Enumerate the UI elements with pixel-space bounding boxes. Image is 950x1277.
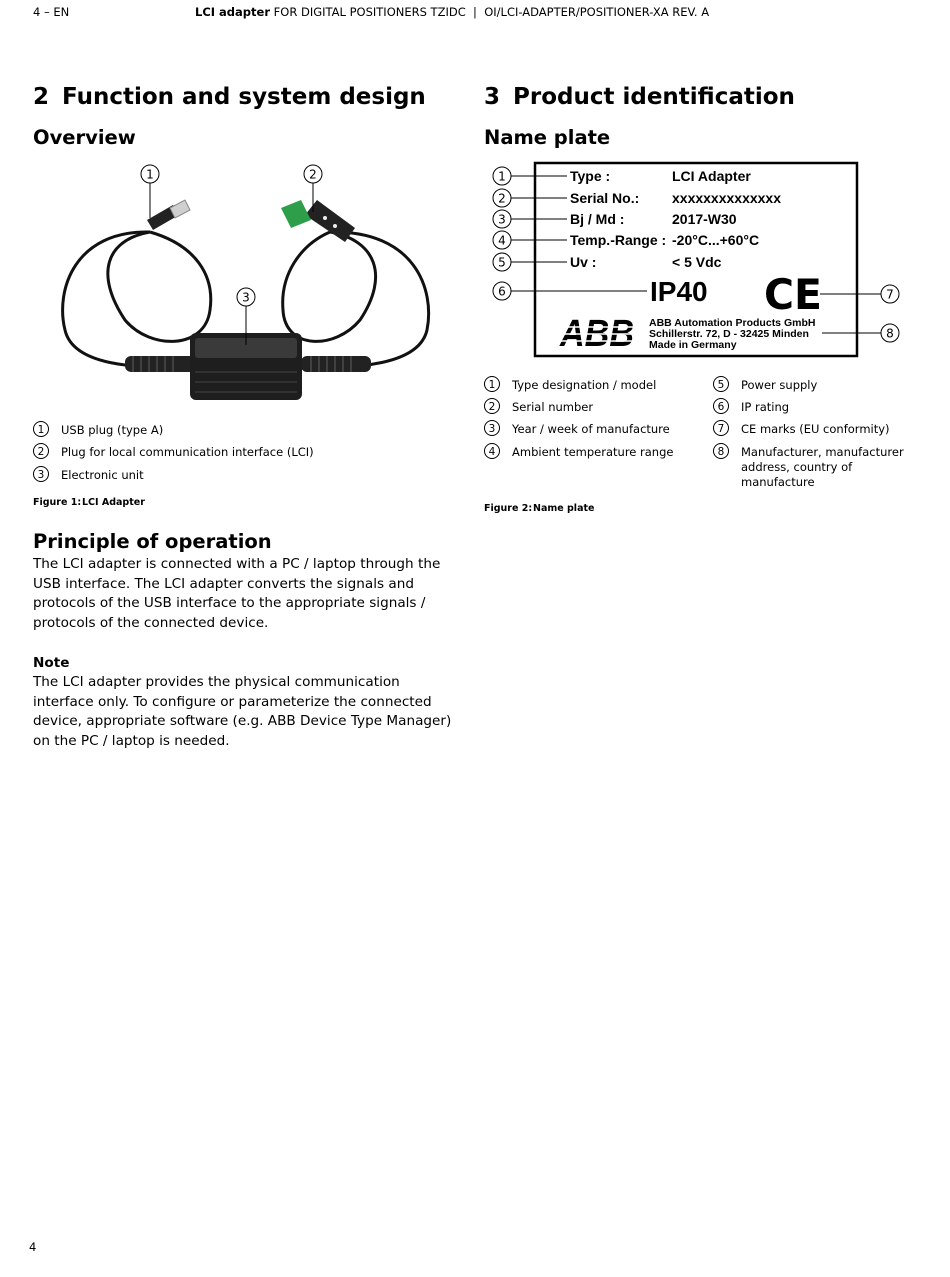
svg-text:2: 2	[498, 191, 506, 206]
svg-text:Temp.-Range :: Temp.-Range :	[570, 232, 667, 248]
legend-text: Manufacturer, manufacturer address, country of manufacture	[741, 445, 904, 489]
principle-heading: Principle of operation	[33, 530, 272, 553]
plate-callout-7	[881, 285, 899, 303]
figure-1-caption	[33, 497, 145, 508]
svg-text:2017-W30: 2017-W30	[672, 211, 737, 227]
section-3-title: Product identification	[513, 84, 795, 110]
callout-badge: 6	[713, 398, 729, 414]
section-2-number: 2	[33, 84, 50, 110]
legend-text: Plug for local communication interface (LCI)	[61, 445, 314, 459]
legend-text: Serial number	[512, 400, 594, 414]
page-label: 4 – EN	[33, 5, 70, 19]
note-paragraph: The LCI adapter provides the physical communication interface only. To configure or parameterize the connected device, appropriate software (e.g. ABB Device Type Manager) on the PC / laptop is needed.	[33, 674, 452, 750]
callout-badge: 2	[33, 443, 49, 459]
section-2-title: Function and system design	[62, 84, 426, 110]
callout-badge: 3	[33, 466, 49, 482]
svg-text:Bj / Md :: Bj / Md :	[570, 211, 625, 227]
svg-text:< 5 Vdc: < 5 Vdc	[672, 254, 722, 270]
plate-row-serial	[570, 190, 781, 206]
callout-badge: 1	[484, 376, 500, 392]
svg-text:ABB: ABB	[559, 313, 634, 355]
legend-text: Type designation / model	[512, 378, 657, 392]
figure-1-callout-1	[141, 165, 159, 183]
legend-text: CE marks (EU conformity)	[741, 422, 890, 436]
legend-text: Year / week of manufacture	[512, 422, 670, 436]
figure-2-caption-label: Figure 2:	[484, 503, 533, 514]
svg-text:LCI Adapter: LCI Adapter	[672, 168, 751, 184]
svg-text:xxxxxxxxxxxxxx: xxxxxxxxxxxxxx	[672, 190, 782, 206]
plate-callout-4	[493, 231, 511, 249]
plate-callout-1	[493, 167, 511, 185]
callout-badge: 8	[713, 443, 729, 459]
plate-callout-2	[493, 189, 511, 207]
running-header	[195, 5, 709, 19]
svg-text:3: 3	[242, 290, 250, 305]
svg-text:1: 1	[146, 167, 154, 182]
svg-text:Type :: Type :	[570, 168, 611, 184]
legend-text: IP rating	[741, 400, 790, 414]
nameplate-figure	[484, 158, 909, 368]
abb-logo	[554, 313, 640, 355]
svg-text:Serial No.:: Serial No.:	[570, 190, 640, 206]
nameplate-heading: Name plate	[484, 126, 611, 149]
ce-mark: CE	[764, 270, 822, 319]
plate-callout-5	[493, 253, 511, 271]
svg-text:1: 1	[498, 169, 506, 184]
callout-badge: 7	[713, 420, 729, 436]
lci-adapter-figure	[55, 160, 445, 410]
mfr-line-3: Made in Germany	[649, 339, 737, 351]
figure-1-callout-3	[237, 288, 255, 306]
callout-badge: 1	[33, 421, 49, 437]
svg-text:2: 2	[309, 167, 317, 182]
svg-text:-20°C...+60°C: -20°C...+60°C	[672, 232, 760, 248]
svg-text:4: 4	[498, 233, 506, 248]
section-2-heading	[33, 84, 426, 110]
page-number: 4	[29, 1240, 37, 1254]
figure-1-caption-label: Figure 1:	[33, 497, 82, 508]
usb-plug	[147, 200, 190, 230]
legend-text: Power supply	[741, 378, 818, 392]
note-heading: Note	[33, 655, 70, 671]
figure-1-caption-text: LCI Adapter	[82, 497, 145, 508]
principle-paragraph: The LCI adapter is connected with a PC / laptop through the USB interface. The LCI adapter converts the signals and protocols of the USB interface to the appropriate signals / protocols of the connected device.	[33, 556, 441, 632]
section-3-heading	[484, 84, 795, 110]
svg-text:3: 3	[498, 212, 506, 227]
svg-text:6: 6	[498, 284, 506, 299]
section-3-number: 3	[484, 84, 501, 110]
lci-plug	[281, 200, 355, 242]
svg-text:8: 8	[886, 326, 894, 341]
plate-row-temp	[570, 232, 759, 248]
callout-badge: 4	[484, 443, 500, 459]
svg-text:Uv :: Uv :	[570, 254, 597, 270]
overview-heading: Overview	[33, 126, 136, 149]
svg-text:5: 5	[498, 255, 506, 270]
plate-callout-8	[881, 324, 899, 342]
mfr-line-2: Schillerstr. 72, D - 32425 Minden	[649, 328, 809, 340]
plate-callout-6	[493, 282, 511, 300]
header-title-rest: FOR DIGITAL POSITIONERS TZIDC | OI/LCI-ADAPTER/POSITIONER-XA REV. A	[270, 5, 710, 19]
figure-2-caption	[484, 503, 594, 514]
legend-text: Electronic unit	[61, 468, 144, 482]
figure-1-callout-2	[304, 165, 322, 183]
legend-text: USB plug (type A)	[61, 423, 164, 437]
callout-badge: 5	[713, 376, 729, 392]
svg-text:7: 7	[886, 287, 894, 302]
figure-2-caption-text: Name plate	[533, 503, 595, 514]
legend-text: Ambient temperature range	[512, 445, 674, 459]
mfr-line-1: ABB Automation Products GmbH	[649, 317, 816, 329]
header-title-bold: LCI adapter	[195, 5, 271, 19]
callout-badge: 2	[484, 398, 500, 414]
plate-callout-3	[493, 210, 511, 228]
callout-badge: 3	[484, 420, 500, 436]
ip-rating-text: IP40	[650, 276, 708, 307]
